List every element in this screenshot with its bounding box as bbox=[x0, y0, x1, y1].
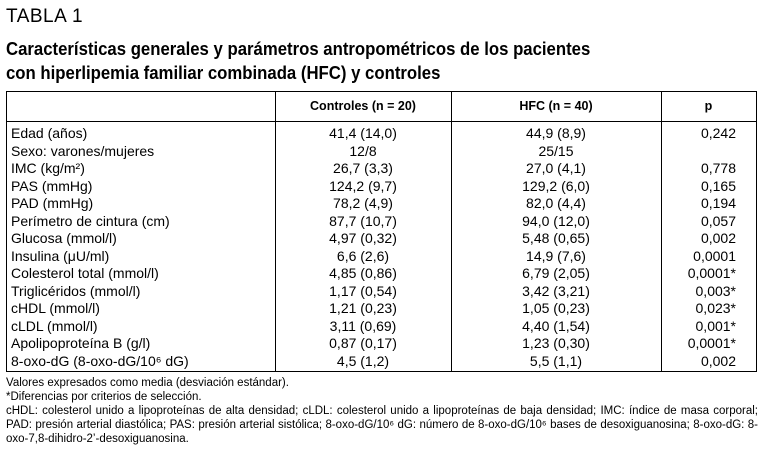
row-label: cHDL (mmol/l) bbox=[11, 300, 100, 316]
footnote-abbreviations: cHDL: colesterol unido a lipoproteínas de alta densidad; cLDL: colesterol unido a lipoproteínas de baja densidad; IMC: índice de masa corporal; PAD: presión arterial diastólica; PAS: presión arterial sistólica; 8-oxo-dG/10⁶ dG: número de 8-oxo-dG/10⁶ bases de desoxiguanosina; 8-oxo-dG: 8-oxo-7,8-dihidro-2’-desoxiguanosina. bbox=[6, 405, 758, 445]
cell-p-value: 0,0001* bbox=[687, 335, 736, 351]
row-label: Glucosa (mmol/l) bbox=[11, 230, 117, 246]
row-label: PAD (mmHg) bbox=[11, 195, 94, 211]
cell-controles: 124,2 (9,7) bbox=[329, 177, 397, 194]
cell-p-value: 0,057 bbox=[700, 212, 736, 229]
row-label: Sexo: varones/mujeres bbox=[11, 142, 155, 159]
cell-p-value: 0,001* bbox=[695, 317, 736, 334]
cell-controles: 78,2 (4,9) bbox=[333, 195, 393, 211]
cell-hfc: 14,9 (7,6) bbox=[526, 247, 586, 264]
data-table bbox=[6, 91, 757, 372]
row-label: Colesterol total (mmol/l) bbox=[11, 265, 159, 281]
cell-controles: 26,7 (3,3) bbox=[333, 160, 393, 176]
table-row bbox=[7, 300, 756, 318]
footnote-values: Valores expresados como media (desviación estándar). bbox=[6, 377, 289, 389]
caption-line-2: con hiperlipemia familiar combinada (HFC) y controles bbox=[6, 63, 441, 83]
cell-hfc: 5,48 (0,65) bbox=[522, 230, 590, 246]
cell-controles: 41,4 (14,0) bbox=[329, 125, 397, 141]
table-body bbox=[7, 125, 756, 370]
footnote-asterisk: *Diferencias por criterios de selección. bbox=[6, 391, 202, 403]
row-label: 8-oxo-dG (8-oxo-dG/10⁶ dG) bbox=[11, 352, 189, 369]
cell-controles: 4,85 (0,86) bbox=[329, 265, 397, 281]
row-label: Triglicéridos (mmol/l) bbox=[11, 282, 141, 299]
cell-controles: 87,7 (10,7) bbox=[329, 212, 397, 229]
cell-hfc: 4,40 (1,54) bbox=[522, 317, 590, 334]
cell-controles: 4,5 (1,2) bbox=[336, 352, 390, 369]
table-caption bbox=[6, 37, 704, 85]
cell-controles: 1,21 (0,23) bbox=[329, 300, 397, 316]
table-row bbox=[7, 265, 756, 283]
cell-hfc: 44,9 (8,9) bbox=[526, 125, 586, 141]
cell-hfc: 94,0 (12,0) bbox=[522, 212, 590, 229]
table-row bbox=[7, 248, 756, 266]
table-row bbox=[7, 213, 756, 231]
cell-controles: 12/8 bbox=[349, 142, 377, 159]
cell-controles: 0,87 (0,17) bbox=[329, 335, 397, 351]
table-row bbox=[7, 143, 756, 161]
cell-p-value: 0,194 bbox=[700, 195, 736, 211]
table-row bbox=[7, 125, 756, 143]
cell-p-value: 0,165 bbox=[700, 177, 736, 194]
table-row bbox=[7, 353, 756, 371]
row-label: cLDL (mmol/l) bbox=[11, 317, 98, 334]
row-label: Edad (años) bbox=[11, 125, 88, 141]
row-label: Perímetro de cintura (cm) bbox=[11, 212, 170, 229]
header-divider bbox=[7, 121, 756, 122]
cell-controles: 6,6 (2,6) bbox=[336, 247, 390, 264]
row-label: Insulina (μU/ml) bbox=[11, 247, 110, 264]
cell-hfc: 6,79 (2,05) bbox=[522, 265, 590, 281]
cell-p-value: 0,002 bbox=[700, 230, 736, 246]
cell-p-value: 0,003* bbox=[695, 282, 736, 299]
cell-hfc: 3,42 (3,21) bbox=[522, 282, 590, 299]
cell-p-value: 0,002 bbox=[700, 352, 736, 369]
table-row bbox=[7, 230, 756, 248]
table-row bbox=[7, 335, 756, 353]
cell-p-value: 0,023* bbox=[695, 300, 736, 316]
cell-hfc: 82,0 (4,4) bbox=[526, 195, 586, 211]
cell-hfc: 1,05 (0,23) bbox=[522, 300, 590, 316]
row-label: PAS (mmHg) bbox=[11, 177, 93, 194]
cell-controles: 3,11 (0,69) bbox=[329, 317, 397, 334]
cell-hfc: 25/15 bbox=[538, 142, 574, 159]
cell-hfc: 1,23 (0,30) bbox=[522, 335, 590, 351]
row-label: IMC (kg/m²) bbox=[11, 160, 85, 176]
cell-hfc: 5,5 (1,1) bbox=[529, 352, 583, 369]
table-row bbox=[7, 160, 756, 178]
table-row bbox=[7, 178, 756, 196]
cell-p-value: 0,242 bbox=[700, 125, 736, 141]
cell-hfc: 129,2 (6,0) bbox=[522, 177, 590, 194]
table-label: TABLA 1 bbox=[6, 6, 84, 27]
caption-line-1: Características generales y parámetros antropométricos de los pacientes bbox=[6, 39, 591, 59]
cell-controles: 1,17 (0,54) bbox=[329, 282, 397, 299]
table-row bbox=[7, 195, 756, 213]
table-footnotes bbox=[6, 376, 758, 446]
cell-hfc: 27,0 (4,1) bbox=[526, 160, 586, 176]
row-label: Apolipoproteína B (g/l) bbox=[11, 335, 151, 351]
table-row bbox=[7, 318, 756, 336]
cell-p-value: 0,778 bbox=[700, 160, 736, 176]
cell-p-value: 0,0001 bbox=[693, 247, 736, 264]
cell-controles: 4,97 (0,32) bbox=[329, 230, 397, 246]
table-row bbox=[7, 283, 756, 301]
header-p: p bbox=[704, 99, 713, 113]
header-hfc: HFC (n = 40) bbox=[519, 99, 593, 113]
header-controles: Controles (n = 20) bbox=[310, 99, 416, 113]
cell-p-value: 0,0001* bbox=[687, 265, 736, 281]
